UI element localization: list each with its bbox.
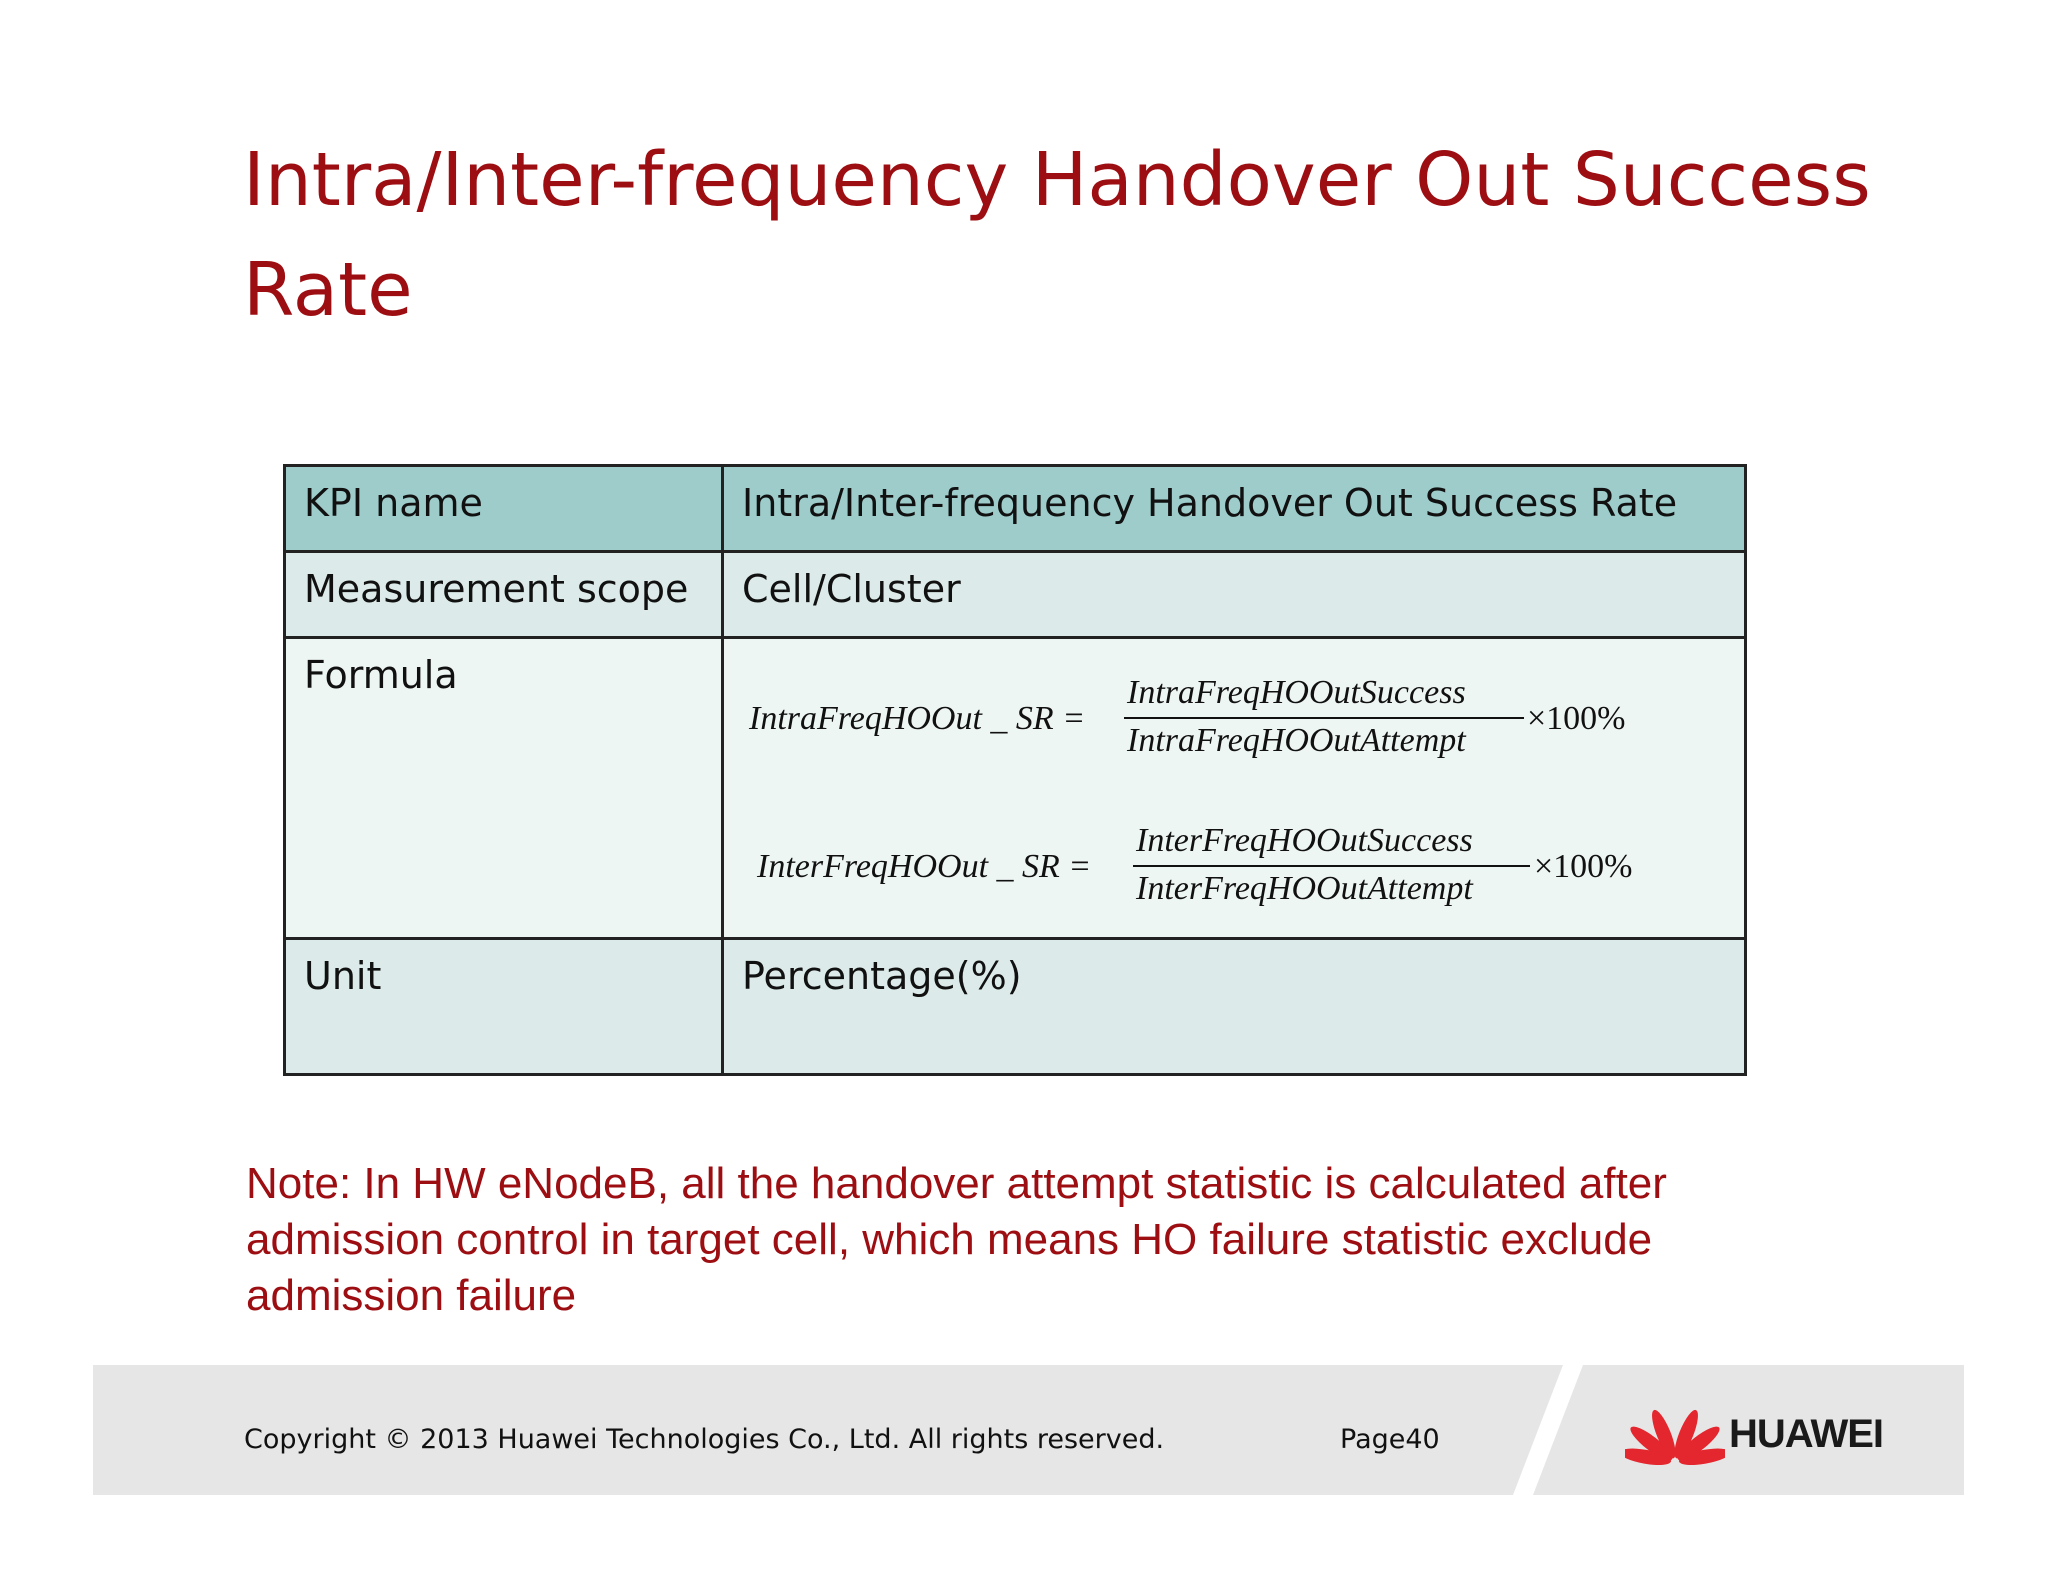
formula-intra xyxy=(748,674,1626,759)
logo-text: HUAWEI xyxy=(1729,1412,1883,1456)
formula-numerator: InterFreqHOOutSuccess xyxy=(1136,822,1473,859)
page-number: Page40 xyxy=(1340,1424,1440,1455)
formula-cell xyxy=(723,638,1746,939)
row-value: Cell/Cluster xyxy=(723,552,1746,638)
formula-denominator: InterFreqHOOutAttempt xyxy=(1136,870,1473,907)
huawei-petals-icon xyxy=(1625,1400,1725,1470)
formula-lhs: InterFreqHOOut _ SR = xyxy=(757,848,1092,885)
huawei-logo xyxy=(1625,1400,1905,1470)
table-row xyxy=(285,552,1746,638)
formula-lhs: IntraFreqHOOut _ SR = xyxy=(749,700,1086,737)
table-row xyxy=(285,939,1746,1075)
formula-denominator: IntraFreqHOOutAttempt xyxy=(1127,722,1466,759)
copyright-text: Copyright © 2013 Huawei Technologies Co., Ltd. All rights reserved. xyxy=(244,1424,1165,1455)
formula-multiplier: ×100% xyxy=(1527,700,1626,737)
row-value: Intra/Inter-frequency Handover Out Success Rate xyxy=(723,466,1746,552)
formula-multiplier: ×100% xyxy=(1534,848,1633,885)
row-label: KPI name xyxy=(285,466,723,552)
row-value: Percentage(%) xyxy=(723,939,1746,1075)
row-label: Formula xyxy=(285,638,723,939)
formula-numerator: IntraFreqHOOutSuccess xyxy=(1127,674,1466,711)
formula-inter xyxy=(756,822,1633,907)
table-row xyxy=(285,638,1746,939)
kpi-table xyxy=(283,464,1747,1076)
slide-title: Intra/Inter-frequency Handover Out Success Rate xyxy=(243,137,1871,333)
row-label: Unit xyxy=(285,939,723,1075)
note-text: Note: In HW eNodeB, all the handover attempt statistic is calculated after admission control in target cell, which means HO failure statistic exclude admission failure xyxy=(246,1159,1667,1320)
row-label: Measurement scope xyxy=(285,552,723,638)
formula-graphic xyxy=(724,639,1744,934)
table-row xyxy=(285,466,1746,552)
